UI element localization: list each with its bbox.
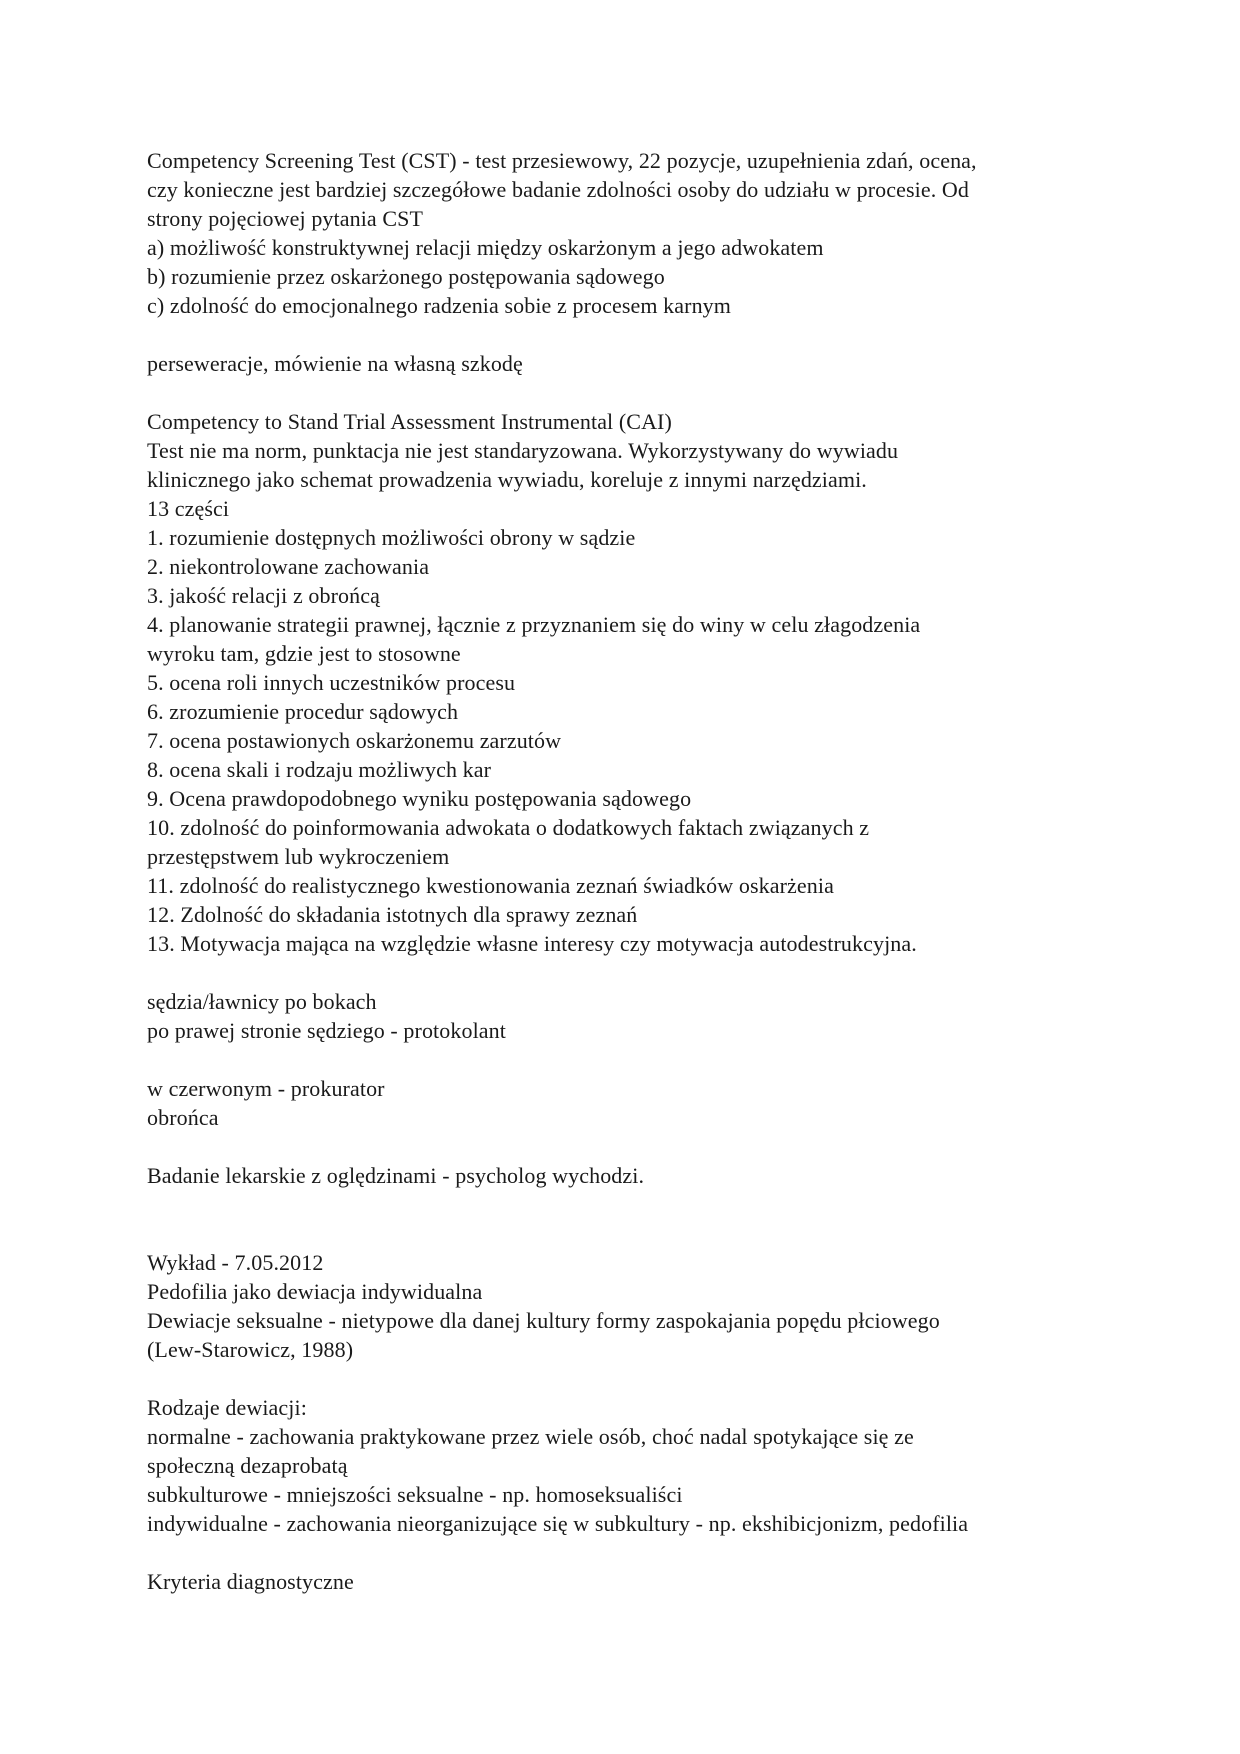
- text-section: [147, 1248, 1130, 1364]
- text-line: 13 części: [147, 496, 230, 521]
- blank-line: [147, 958, 1130, 987]
- text-line: 13. Motywacja mająca na względzie własne interesy czy motywacja autodestrukcyjna.: [147, 931, 917, 956]
- text-line: c) zdolność do emocjonalnego radzenia sobie z procesem karnym: [147, 293, 731, 318]
- text-line: Kryteria diagnostyczne: [147, 1569, 354, 1594]
- text-line: Rodzaje dewiacji:: [147, 1395, 307, 1420]
- text-line: 10. zdolność do poinformowania adwokata o dodatkowych faktach związanych z: [147, 815, 870, 840]
- text-line: 8. ocena skali i rodzaju możliwych kar: [147, 757, 492, 782]
- text-line: po prawej stronie sędziego - protokolant: [147, 1018, 506, 1043]
- text-line: 2. niekontrolowane zachowania: [147, 554, 430, 579]
- text-line: obrońca: [147, 1105, 219, 1130]
- blank-line: [147, 1219, 1130, 1248]
- text-line: wyroku tam, gdzie jest to stosowne: [147, 641, 461, 666]
- text-line: 1. rozumienie dostępnych możliwości obrony w sądzie: [147, 525, 636, 550]
- text-line: Wykład - 7.05.2012: [147, 1250, 324, 1275]
- text-line: normalne - zachowania praktykowane przez wiele osób, choć nadal spotykające się ze: [147, 1424, 914, 1449]
- text-section: [147, 1393, 1130, 1538]
- blank-line: [147, 378, 1130, 407]
- text-section: [147, 407, 1130, 958]
- text-line: 3. jakość relacji z obrońcą: [147, 583, 380, 608]
- text-line: (Lew-Starowicz, 1988): [147, 1337, 354, 1362]
- text-line: przestępstwem lub wykroczeniem: [147, 844, 450, 869]
- text-line: 5. ocena roli innych uczestników procesu: [147, 670, 516, 695]
- text-section: [147, 146, 1130, 320]
- blank-line: [147, 1190, 1130, 1219]
- text-line: strony pojęciowej pytania CST: [147, 206, 424, 231]
- text-line: Competency to Stand Trial Assessment Instrumental (CAI): [147, 409, 672, 434]
- blank-line: [147, 1538, 1130, 1567]
- text-line: b) rozumienie przez oskarżonego postępowania sądowego: [147, 264, 665, 289]
- text-line: 12. Zdolność do składania istotnych dla sprawy zeznań: [147, 902, 638, 927]
- text-line: Dewiacje seksualne - nietypowe dla danej kultury formy zaspokajania popędu płciowego: [147, 1308, 940, 1333]
- text-line: sędzia/ławnicy po bokach: [147, 989, 377, 1014]
- text-line: 9. Ocena prawdopodobnego wyniku postępowania sądowego: [147, 786, 692, 811]
- text-line: perseweracje, mówienie na własną szkodę: [147, 351, 523, 376]
- text-line: 7. ocena postawionych oskarżonemu zarzutów: [147, 728, 562, 753]
- text-line: subkulturowe - mniejszości seksualne - np. homoseksualiści: [147, 1482, 683, 1507]
- text-section: [147, 987, 1130, 1045]
- text-line: Pedofilia jako dewiacja indywidualna: [147, 1279, 483, 1304]
- text-section: [147, 1567, 1130, 1596]
- text-line: klinicznego jako schemat prowadzenia wywiadu, koreluje z innymi narzędziami.: [147, 467, 867, 492]
- text-line: 11. zdolność do realistycznego kwestionowania zeznań świadków oskarżenia: [147, 873, 834, 898]
- text-line: w czerwonym - prokurator: [147, 1076, 385, 1101]
- text-line: społeczną dezaprobatą: [147, 1453, 348, 1478]
- document-text: [147, 146, 1130, 1596]
- text-section: [147, 349, 1130, 378]
- text-line: a) możliwość konstruktywnej relacji między oskarżonym a jego adwokatem: [147, 235, 824, 260]
- blank-line: [147, 320, 1130, 349]
- text-line: Badanie lekarskie z oględzinami - psycholog wychodzi.: [147, 1163, 645, 1188]
- blank-line: [147, 1364, 1130, 1393]
- text-section: [147, 1074, 1130, 1132]
- blank-line: [147, 1045, 1130, 1074]
- text-section: [147, 1161, 1130, 1190]
- text-line: indywidualne - zachowania nieorganizujące się w subkultury - np. ekshibicjonizm, pedofilia: [147, 1511, 969, 1536]
- text-line: czy konieczne jest bardziej szczegółowe badanie zdolności osoby do udziału w procesie. Od: [147, 177, 969, 202]
- text-line: 4. planowanie strategii prawnej, łącznie z przyznaniem się do winy w celu złagodzenia: [147, 612, 921, 637]
- text-line: Competency Screening Test (CST) - test przesiewowy, 22 pozycje, uzupełnienia zdań, ocena,: [147, 148, 977, 173]
- blank-line: [147, 1132, 1130, 1161]
- text-line: 6. zrozumienie procedur sądowych: [147, 699, 459, 724]
- text-line: Test nie ma norm, punktacja nie jest standaryzowana. Wykorzystywany do wywiadu: [147, 438, 899, 463]
